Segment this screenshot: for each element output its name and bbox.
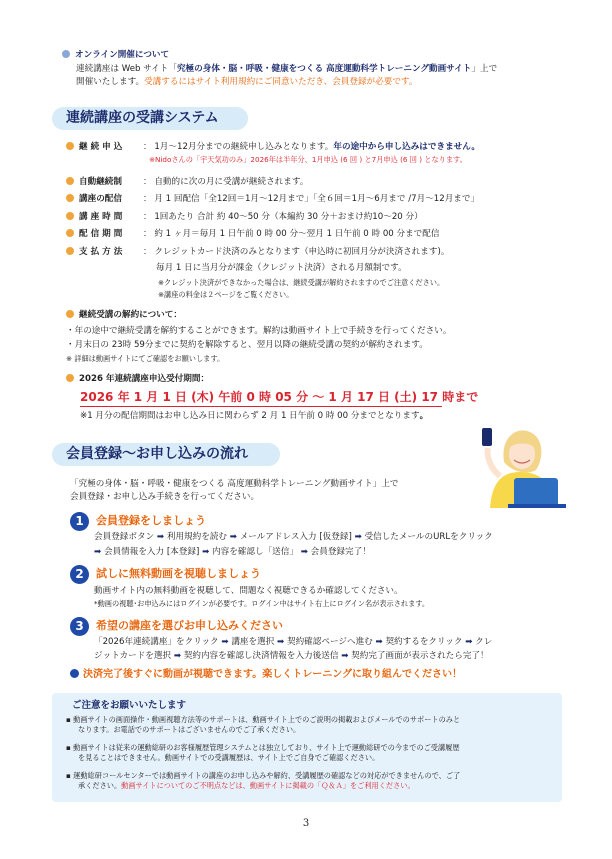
bullet-dot-icon [66,142,74,150]
arrow-right-icon: ➡ [300,547,308,557]
step-1-title: 会員登録をしましょう [96,514,206,527]
woman-laptop-icon [470,418,566,508]
cancel-heading: 継続受講の解約について： [66,309,182,321]
arrow-right-icon: ➡ [277,637,285,647]
arrow-right-icon: ➡ [341,651,349,661]
row-period: 配 信 期 間 ： 約 1 ヶ月＝毎月 1 日午前 0 時 00 分～翌月 1 日午前 0 時 00 分まで配信 [66,228,439,240]
step-3-number: 3 [70,617,89,636]
arrow-right-icon: ➡ [221,637,229,647]
step-2-line1: 動画サイト内の無料動画を視聴して、問題なく視聴できるか確認してください。 [94,586,403,596]
deadline-heading: 2026 年連続講座申込受付期間： [66,373,209,385]
payment-note2: ※講座の料金は２ページをご覧ください。 [158,290,294,299]
flow-section-title: 会員登録～お申し込みの流れ [66,446,248,462]
deadline-note: ※1 月分の配信期間はお申し込み日に関わらず 2 月 1 日午前 0 時 00 分までとなります。 [80,411,429,421]
online-heading: オンライン開催について [62,49,169,61]
arrow-right-icon: ➡ [94,547,102,557]
woman-laptop-illustration [470,418,566,508]
notice-item-3: ▪ 運動総研コールセンターでは動画サイトの講座のお申し込みや解約、受講履歴の確認などの対応ができませんので、ご了 承ください。動画サイトについてのご不明点などは、動画サイトに掲載の「Ｑ＆Ａ」をご利用ください。 [66,771,461,790]
cancel-note: ※ 詳細は動画サイトにてご確認をお願いします。 [66,354,225,363]
bullet-dot-icon [62,50,70,58]
bullet-dot-icon [66,247,74,255]
notice-item-2: ▪ 動画サイトは従来の運動総研のお客様履歴管理システムとは独立しており、サイト上で運動総研での今までのご受講履歴 を見ることはできません。動画サイトでの受講履歴は、サイト上でご自身でご確認ください。 [66,743,460,762]
system-section-title: 連続講座の受講システム [66,110,219,126]
arrow-right-icon: ➡ [202,547,210,557]
row-payment: 支 払 方 法 ： クレジットカード決済のみとなります（申込時に初回月分が決済されます)。 [66,246,449,258]
online-line1: 連続講座は Web サイト「究極の身体・脳・呼吸・健康をつくる 高度運動科学トレーニング動画サイト」上で [76,64,498,74]
bullet-dot-icon [66,212,74,220]
cancel-line2: ・月末日の 23時 59分までに契約を解除すると、翌月以降の継続受講の契約が解約されます。 [66,340,428,350]
cancel-line1: ・年の途中で継続受講を解約することができます。解約は動画サイト上で手続きを行ってください。 [66,326,452,336]
step-1-line1: 会員登録ボタン ➡ 利用規約を読む ➡ メールアドレス入力 [仮登録] ➡ 受信したメールのURLをクリック [94,532,493,542]
bullet-dot-icon [66,310,74,318]
step-2-title: 試しに無料動画を視聴しましょう [96,567,261,580]
step-3-line2: ジットカードを選択 ➡ 契約内容を確認し決済情報を入力後送信 ➡ 契約完了画面が表示されたら完了！ [94,651,489,661]
bullet-dot-icon [66,177,74,185]
deadline-period: 2026 年 1 月 1 日 (木) 午前 0 時 05 分 ～ 1 月 17 日 (土) 17 時まで [80,390,479,404]
flow-intro1: 「究極の身体・脳・呼吸・健康をつくる 高度運動科学トレーニング動画サイト」上で [70,479,399,489]
arrow-right-icon: ➡ [354,532,362,542]
arrow-right-icon: ➡ [173,651,182,661]
row-continuous-application: 継 続 申 込 ： 1月～12月分までの継続申し込みとなります。年の途中から申し込みはできません。 [66,141,480,153]
row-auto-renewal: 自動継続制 ： 自動的に次の月に受講が継続されます。 [66,176,308,188]
arrow-right-icon: ➡ [229,532,237,542]
flow-intro2: 会員登録・お申し込み手続きを行ってください。 [70,492,260,502]
notice-item-1: ▪ 動画サイトの画面操作・動画視聴方法等のサポートは、動画サイト上でのご説明の掲載およびメールでのサポートのみと なります。お電話でのサポートはございませんのでご了承ください。 [66,715,461,734]
flow-section-band [52,443,280,466]
payment-line2: 毎月 1 日に当月分が課金（クレジット決済）される月額制です。 [156,263,407,273]
system-section-band [52,107,248,130]
arrow-right-icon: ➡ [156,532,165,542]
row-duration: 講 座 時 間 ： 1回あたり 合計 約 40～50 分（本編約 30 分＋おまけ約10～20 分） [66,211,423,223]
step-1-number: 1 [70,512,89,531]
arrow-right-icon: ➡ [465,637,473,647]
arrow-right-icon: ➡ [375,637,383,647]
payment-note1: ※クレジット決済ができなかった場合は、継続受講が解約されますのでご注意ください。 [158,278,445,287]
step-1-line2: ➡ 会員情報を入力 [本登録] ➡ 内容を確認し「送信」 ➡ 会員登録完了！ [94,547,371,557]
page-number: 3 [302,818,310,829]
bullet-dot-icon [66,374,74,382]
step-3-line1: 「2026年連続講座」をクリック ➡ 講座を選択 ➡ 契約確認ページへ進む ➡ 契約するをクリック ➡ クレ [94,637,493,647]
step-2-note: *動画の視聴･お申込みにはログインが必要です。ログイン中はサイト右上にログイン名が表示されます。 [94,599,430,608]
bullet-dot-icon [70,669,79,678]
online-line2: 開催いたします。受講するにはサイト利用規約にご同意いただき、会員登録が必要です。 [76,77,418,87]
flow-final: 決済完了後すぐに動画が視聴できます。楽しくトレーニングに取り組んでください！ [70,668,462,682]
bullet-dot-icon [66,194,74,202]
row-delivery: 講座の配信 ： 月 1 回配信「全12回＝1月～12月まで」「全６回＝1月～6月まで /7月～12月まで」 [66,193,479,205]
nido-note: ※Nidoさんの「宇天気功のみ」2026年は半年分、1月申込 (6 回 ) と7月申込 (6 回 ) となります。 [149,155,467,164]
step-2-number: 2 [70,565,89,584]
deadline-period-underline [80,389,479,407]
notice-title: ご注意をお願いいたします [72,700,187,711]
step-3-title: 希望の講座を選びお申し込みください [96,619,283,632]
bullet-dot-icon [66,229,74,237]
